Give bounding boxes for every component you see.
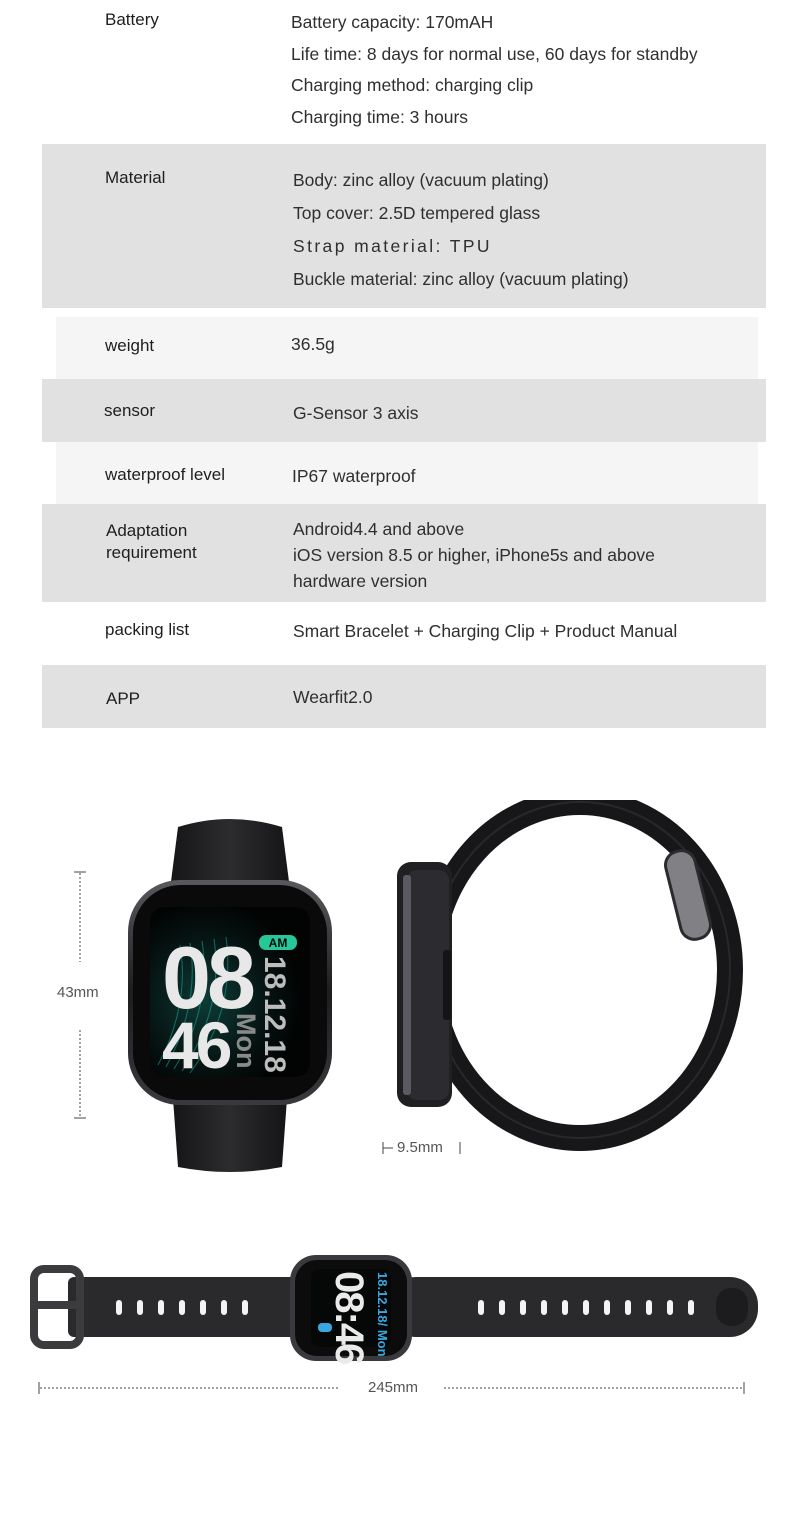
svg-text:AM: AM [268,936,288,950]
spec-label: packing list [105,620,190,639]
spec-label: waterproof level [105,465,226,484]
length-label: 245mm [368,1379,419,1396]
svg-text:46: 46 [162,1008,230,1082]
watch-front-image [120,815,340,1180]
spec-row-app [42,665,766,728]
watch-minute [162,1008,231,1082]
spec-row-waterproof [56,442,758,504]
spec-row-weight [56,317,758,379]
thickness-label: 9.5mm [397,1139,443,1156]
watch-date: 18.12.18 [258,956,291,1073]
height-label: 43mm [57,984,99,1001]
spec-label: sensor [104,401,156,420]
band-date: 18.12.18/ Mon [375,1272,390,1357]
spec-value: 36.5g [291,334,335,354]
spec-row-material [42,144,766,308]
spec-row-sensor [42,379,766,442]
band-flat-image [28,1255,763,1365]
spec-row-adaptation [42,504,766,602]
spec-value: IP67 waterproof [292,466,416,486]
spec-label: APP [106,689,141,708]
spec-label: Material [105,168,166,187]
spec-value: Android4.4 and above iOS version 8.5 or higher, iPhone5s and above hardware version [293,519,655,591]
spec-row-battery [42,0,766,140]
spec-value: Wearfit2.0 [293,687,373,707]
spec-value: Smart Bracelet + Charging Clip + Product Manual [293,621,678,641]
spec-label: Battery [105,10,159,29]
spec-row-packing [42,602,766,665]
spec-label: weight [105,336,155,355]
spec-label: Adaptation requirement [106,521,197,562]
spec-value: G-Sensor 3 axis [293,403,419,423]
svg-text:08: 08 [162,928,252,1027]
spec-value: Battery capacity: 170mAH Life time: 8 days for normal use, 60 days for standby Charging method: charging clip Charging time: 3 hours [291,12,698,127]
watch-side-image [385,800,745,1170]
spec-value: Body: zinc alloy (vacuum plating) Top cover: 2.5D tempered glass Strap material: TPU Buckle material: zinc alloy (vacuum plating) [293,170,629,289]
band-time: 08:46 [327,1271,371,1364]
watch-day: Mon [231,1013,261,1069]
